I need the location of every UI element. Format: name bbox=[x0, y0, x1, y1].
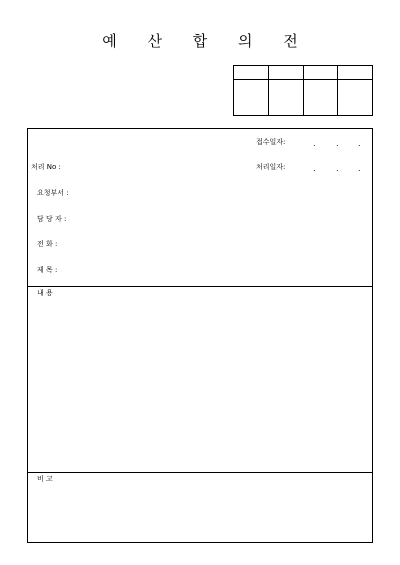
person-in-charge-label: 담 당 자 : bbox=[37, 215, 67, 223]
budget-agreement-form bbox=[27, 128, 373, 543]
receipt-date-separator: . bbox=[336, 139, 339, 148]
receipt-date-separator: . bbox=[313, 139, 316, 148]
remarks-divider bbox=[28, 472, 372, 473]
phone-label: 전 화 : bbox=[37, 240, 58, 248]
receipt-date-separator: . bbox=[358, 139, 361, 148]
approval-sign-row bbox=[234, 80, 373, 116]
approval-cell[interactable] bbox=[338, 66, 373, 80]
remarks-label: 비 고 bbox=[37, 475, 53, 483]
approval-cell[interactable] bbox=[303, 66, 338, 80]
receipt-date-label: 접수일자: bbox=[256, 138, 286, 146]
subject-label: 제 목 : bbox=[37, 266, 58, 274]
approval-header-row bbox=[234, 66, 373, 80]
approval-sign-cell[interactable] bbox=[338, 80, 373, 116]
approval-cell[interactable] bbox=[234, 66, 269, 80]
process-date-separator: . bbox=[358, 164, 361, 173]
process-no-label: 처리 No : bbox=[31, 163, 61, 171]
approval-cell[interactable] bbox=[268, 66, 303, 80]
content-divider bbox=[28, 286, 372, 287]
approval-sign-cell[interactable] bbox=[268, 80, 303, 116]
content-label: 내 용 bbox=[37, 289, 53, 297]
approval-signature-box bbox=[233, 65, 373, 116]
process-date-separator: . bbox=[313, 164, 316, 173]
approval-sign-cell[interactable] bbox=[234, 80, 269, 116]
approval-sign-cell[interactable] bbox=[303, 80, 338, 116]
document-title: 예 산 합 의 전 bbox=[102, 32, 311, 50]
process-date-label: 처리일자: bbox=[256, 163, 286, 171]
requesting-dept-label: 요청부서 : bbox=[37, 189, 69, 197]
process-date-separator: . bbox=[336, 164, 339, 173]
